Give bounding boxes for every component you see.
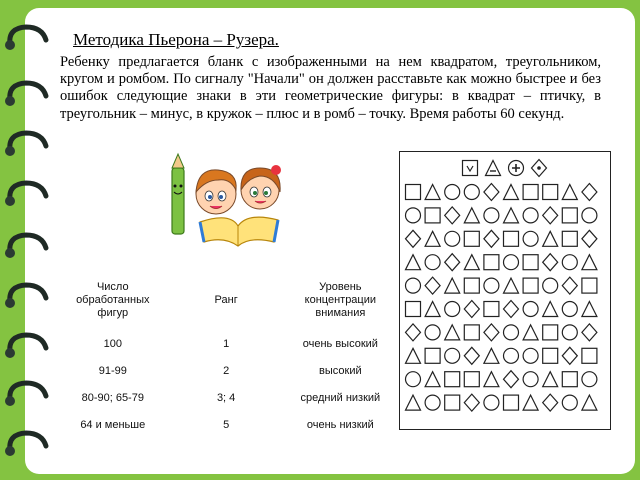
triangle-figure (523, 325, 538, 340)
circle-figure (543, 278, 558, 293)
circle-figure (523, 302, 538, 317)
diamond-figure (425, 277, 440, 294)
cell-level: высокий (319, 364, 362, 377)
triangle-figure (464, 255, 479, 270)
circle-figure (406, 372, 421, 387)
circle-figure (582, 372, 597, 387)
diamond-figure (582, 324, 597, 341)
circle-figure (562, 325, 577, 340)
circle-figure (562, 255, 577, 270)
figure-row (406, 230, 597, 247)
square-figure (562, 231, 577, 246)
cell-rank: 2 (223, 364, 230, 377)
binder-ring-icon (2, 178, 52, 208)
square-figure (425, 208, 440, 223)
circle-figure (425, 325, 440, 340)
binder-ring-icon (2, 128, 52, 158)
binder-ring-icon (2, 22, 52, 52)
slide-title: Методика Пьерона – Рузера. (73, 30, 279, 49)
triangle-figure (425, 302, 440, 317)
cell-rank: 5 (223, 418, 230, 431)
diamond-figure (484, 184, 499, 201)
triangle-figure (582, 395, 597, 410)
circle-figure (523, 372, 538, 387)
binder-ring-icon (2, 230, 52, 260)
figure-row (406, 301, 597, 318)
circle-figure (562, 302, 577, 317)
square-figure (543, 325, 558, 340)
cell-count: 64 и меньше (80, 418, 146, 431)
triangle-figure (445, 278, 460, 293)
square-figure (464, 325, 479, 340)
diamond-figure (445, 254, 460, 271)
cell-level: очень низкий (306, 418, 374, 431)
table-row (58, 411, 396, 438)
table-row (58, 384, 396, 411)
table-header-row (58, 270, 396, 330)
circle-figure (562, 395, 577, 410)
square-figure (523, 185, 538, 200)
pencil-icon (172, 168, 184, 234)
triangle-figure (484, 372, 499, 387)
square-figure (504, 395, 519, 410)
diamond-figure (543, 394, 558, 411)
diamond-figure (582, 184, 597, 201)
square-figure (484, 302, 499, 317)
triangle-figure (582, 255, 597, 270)
binder-ring-icon (2, 378, 52, 408)
triangle-figure (543, 231, 558, 246)
legend-circle-plus (509, 161, 524, 176)
circle-figure (504, 255, 519, 270)
method-description: Ребенку предлагается бланк с изображенными на нем квадратом, треугольником, кругом и ромбом. По сигналу "Начали" он должен расставьте как можно быстрее и без ошибок следующие знаки в эти геометрические фигуры: в квадрат – птичку, в треугольник – минус, в кружок – плюс и в ромб – точку. Время работы 60 секунд. (60, 54, 601, 122)
square-figure (543, 185, 558, 200)
cell-count: 80-90; 65-79 (81, 391, 144, 404)
triangle-figure (582, 302, 597, 317)
triangle-figure (425, 231, 440, 246)
diamond-figure (464, 394, 479, 411)
test-form (399, 151, 611, 430)
triangle-figure (504, 278, 519, 293)
triangle-figure (523, 395, 538, 410)
table-row (58, 357, 396, 384)
test-form-figures (400, 152, 609, 428)
figure-row (406, 347, 597, 364)
square-figure (463, 161, 478, 176)
square-figure (562, 208, 577, 223)
circle-figure (523, 208, 538, 223)
binder-ring-icon (2, 280, 52, 310)
cell-rank: 3; 4 (216, 391, 236, 404)
square-figure (445, 372, 460, 387)
legend-triangle-minus (486, 161, 501, 176)
diamond-figure (484, 230, 499, 247)
triangle-figure (406, 348, 421, 363)
diamond-figure (406, 324, 421, 341)
square-figure (562, 372, 577, 387)
cell-rank: 1 (223, 337, 230, 350)
circle-figure (523, 231, 538, 246)
table-row (58, 330, 396, 357)
circle-figure (406, 208, 421, 223)
diamond-figure (562, 347, 577, 364)
diamond-figure (484, 324, 499, 341)
circle-figure (425, 395, 440, 410)
figure-row (406, 207, 597, 224)
square-figure (484, 255, 499, 270)
circle-figure (523, 348, 538, 363)
diamond-figure (543, 207, 558, 224)
triangle-figure (425, 372, 440, 387)
square-figure (464, 231, 479, 246)
square-figure (406, 185, 421, 200)
legend-diamond-dot (532, 160, 547, 177)
children-reading-illustration (160, 150, 300, 250)
cell-count: 91-99 (98, 364, 127, 377)
circle-figure (484, 208, 499, 223)
diamond-figure (543, 254, 558, 271)
square-figure (504, 231, 519, 246)
triangle-figure (543, 372, 558, 387)
circle-figure (582, 208, 597, 223)
circle-figure (425, 255, 440, 270)
diamond-figure (582, 230, 597, 247)
diamond-figure (445, 207, 460, 224)
circle-figure (504, 348, 519, 363)
header-attention-level: Уровень концентрации внимания (304, 280, 377, 319)
figure-row (406, 184, 597, 201)
square-figure (425, 348, 440, 363)
triangle-figure (484, 348, 499, 363)
header-rank: Ранг (214, 293, 238, 306)
triangle-figure (504, 208, 519, 223)
square-figure (582, 278, 597, 293)
diamond-figure (562, 277, 577, 294)
circle-figure (504, 325, 519, 340)
circle-figure (445, 302, 460, 317)
square-figure (445, 395, 460, 410)
circle-figure (484, 278, 499, 293)
diamond-figure (464, 347, 479, 364)
triangle-figure (504, 185, 519, 200)
diamond-figure (406, 230, 421, 247)
cell-level: средний низкий (300, 391, 381, 404)
circle-figure (484, 395, 499, 410)
triangle-figure (406, 255, 421, 270)
figure-row (406, 324, 597, 341)
legend-square-check (463, 161, 478, 176)
triangle-figure (562, 185, 577, 200)
circle-figure (445, 231, 460, 246)
cell-count: 100 (103, 337, 122, 350)
circle-figure (464, 185, 479, 200)
square-figure (406, 302, 421, 317)
figure-row (406, 254, 597, 271)
figure-row (406, 394, 597, 411)
triangle-figure (543, 302, 558, 317)
circle-figure (406, 278, 421, 293)
results-table (58, 270, 396, 438)
square-figure (582, 348, 597, 363)
triangle-figure (445, 325, 460, 340)
circle-figure (445, 185, 460, 200)
binder-ring-icon (2, 78, 52, 108)
square-figure (543, 348, 558, 363)
triangle-figure (425, 185, 440, 200)
square-figure (464, 372, 479, 387)
square-figure (464, 278, 479, 293)
square-figure (523, 255, 538, 270)
cell-level: очень высокий (302, 337, 378, 350)
figure-row (406, 277, 597, 294)
triangle-figure (464, 208, 479, 223)
circle-figure (445, 348, 460, 363)
square-figure (523, 278, 538, 293)
triangle-figure (486, 161, 501, 176)
triangle-figure (406, 395, 421, 410)
diamond-figure (504, 371, 519, 388)
figure-row (406, 371, 597, 388)
header-figures-count: Число обработанных фигур (76, 280, 150, 319)
binder-ring-icon (2, 428, 52, 458)
binder-ring-icon (2, 330, 52, 360)
diamond-figure (464, 301, 479, 318)
diamond-figure (504, 301, 519, 318)
